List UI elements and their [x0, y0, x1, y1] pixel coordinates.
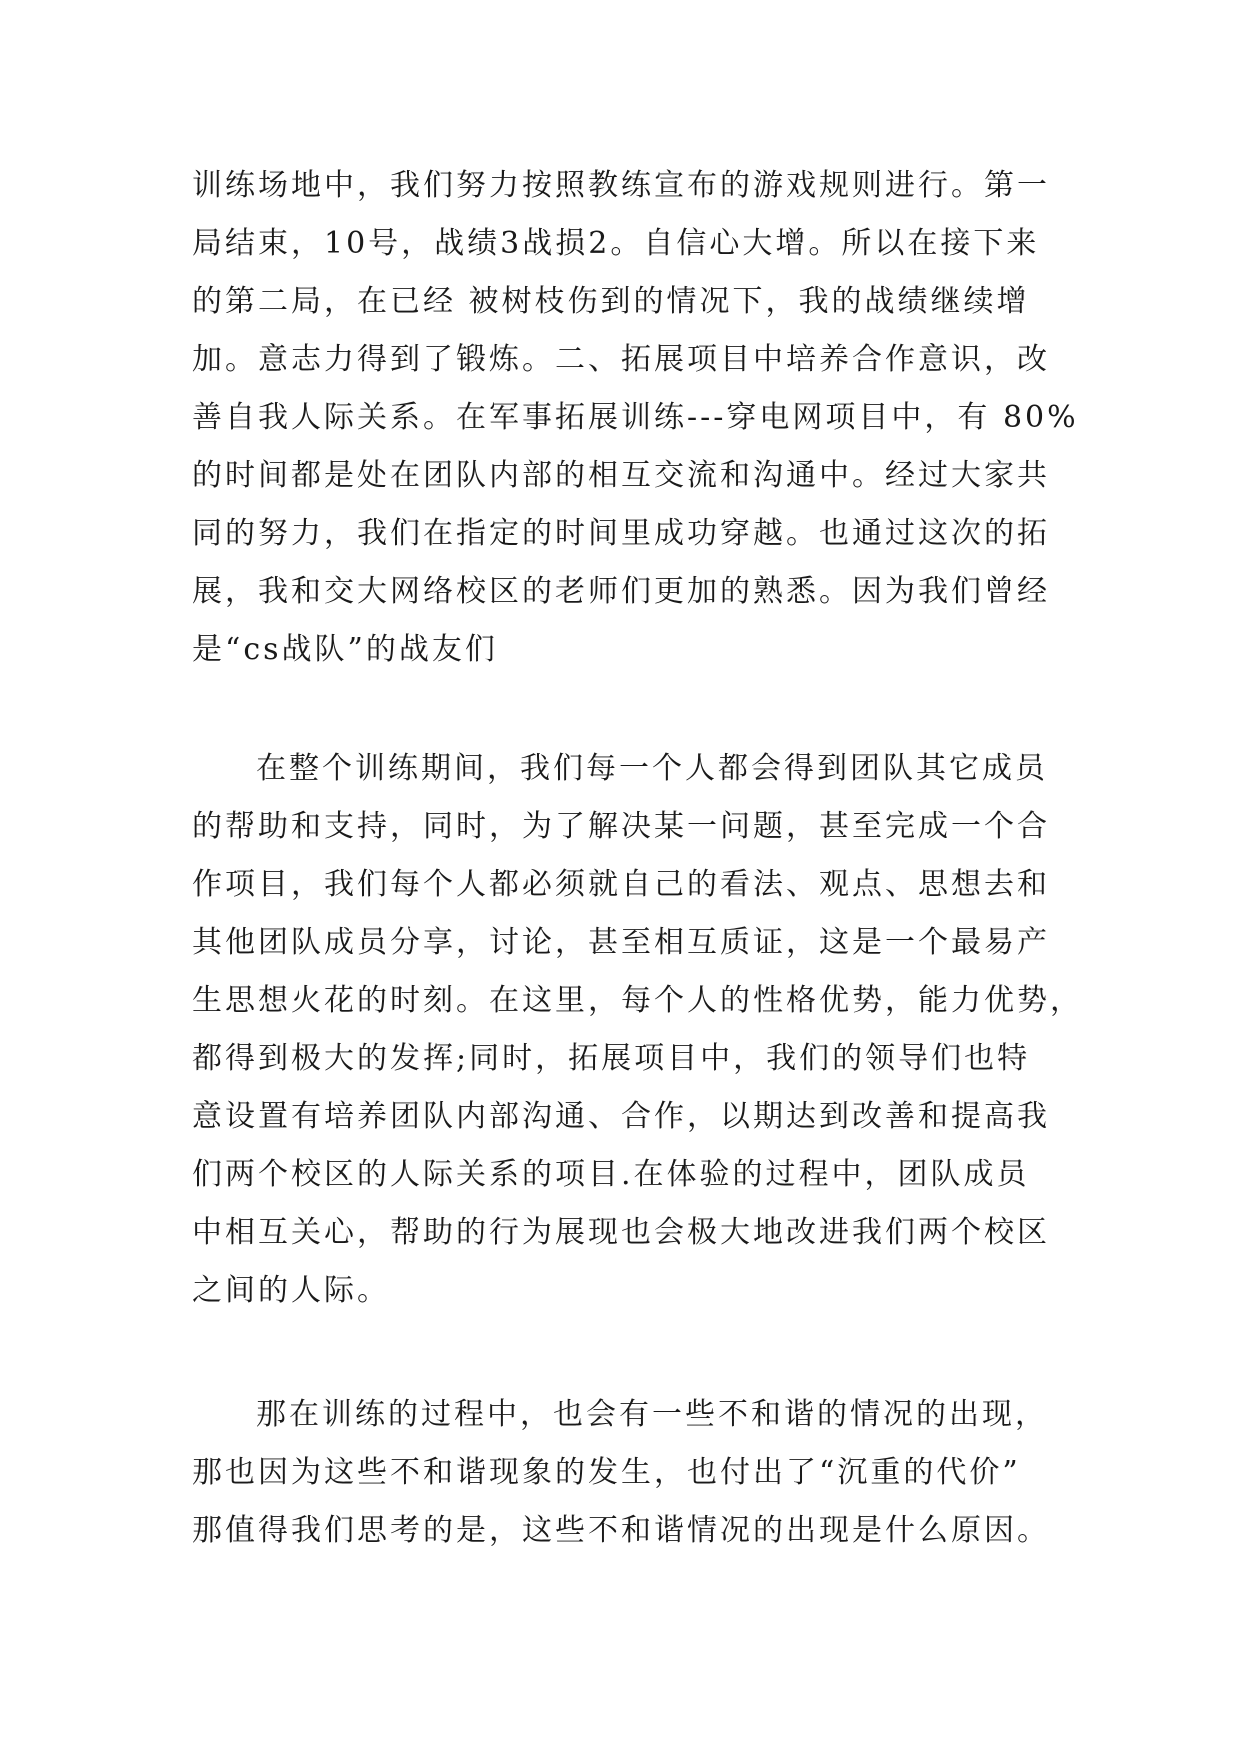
paragraph-line: 同的努力，我们在指定的时间里成功穿越。也通过这次的拓	[192, 516, 1050, 551]
paragraph-line: 是“cs战队”的战友们	[192, 632, 498, 667]
paragraph-line: 的帮助和支持，同时，为了解决某一问题，甚至完成一个合	[192, 809, 1050, 844]
paragraph-line: 展，我和交大网络校区的老师们更加的熟悉。因为我们曾经	[192, 574, 1050, 609]
paragraph-line: 局结束，10号，战绩3战损2。自信心大增。所以在接下来	[192, 226, 1040, 261]
paragraph-line: 作项目，我们每个人都必须就自己的看法、观点、思想去和	[192, 867, 1050, 902]
paragraph-line: 生思想火花的时刻。在这里，每个人的性格优势，能力优势，	[192, 983, 1083, 1018]
paragraph-line: 那值得我们思考的是，这些不和谐情况的出现是什么原因。	[192, 1513, 1050, 1548]
paragraph-3	[192, 1386, 1052, 1560]
paragraph-line: 善自我人际关系。在军事拓展训练---穿电网项目中，有 80%	[192, 400, 1079, 435]
paragraph-line: 那在训练的过程中，也会有一些不和谐的情况的出现，	[256, 1397, 1048, 1432]
paragraph-line: 中相互关心，帮助的行为展现也会极大地改进我们两个校区	[192, 1215, 1050, 1250]
paragraph-1	[192, 157, 1079, 679]
paragraph-line: 其他团队成员分享，讨论，甚至相互质证，这是一个最易产	[192, 925, 1050, 960]
paragraph-line: 之间的人际。	[192, 1273, 390, 1308]
paragraph-line: 意设置有培养团队内部沟通、合作，以期达到改善和提高我	[192, 1099, 1050, 1134]
paragraph-line: 那也因为这些不和谐现象的发生，也付出了“沉重的代价”	[192, 1455, 1021, 1490]
paragraph-line: 的时间都是处在团队内部的相互交流和沟通中。经过大家共	[192, 458, 1050, 493]
paragraph-line: 都得到极大的发挥;同时，拓展项目中，我们的领导们也特	[192, 1041, 1031, 1076]
paragraph-line: 的第二局，在已经 被树枝伤到的情况下，我的战绩继续增	[192, 284, 1030, 319]
paragraph-line: 们两个校区的人际关系的项目.在体验的过程中，团队成员	[192, 1157, 1030, 1192]
paragraph-line: 加。意志力得到了锻炼。二、拓展项目中培养合作意识，改	[192, 342, 1050, 377]
paragraph-2	[192, 740, 1083, 1320]
paragraph-line: 在整个训练期间，我们每一个人都会得到团队其它成员	[256, 751, 1048, 786]
paragraph-line: 训练场地中，我们努力按照教练宣布的游戏规则进行。第一	[192, 168, 1050, 203]
